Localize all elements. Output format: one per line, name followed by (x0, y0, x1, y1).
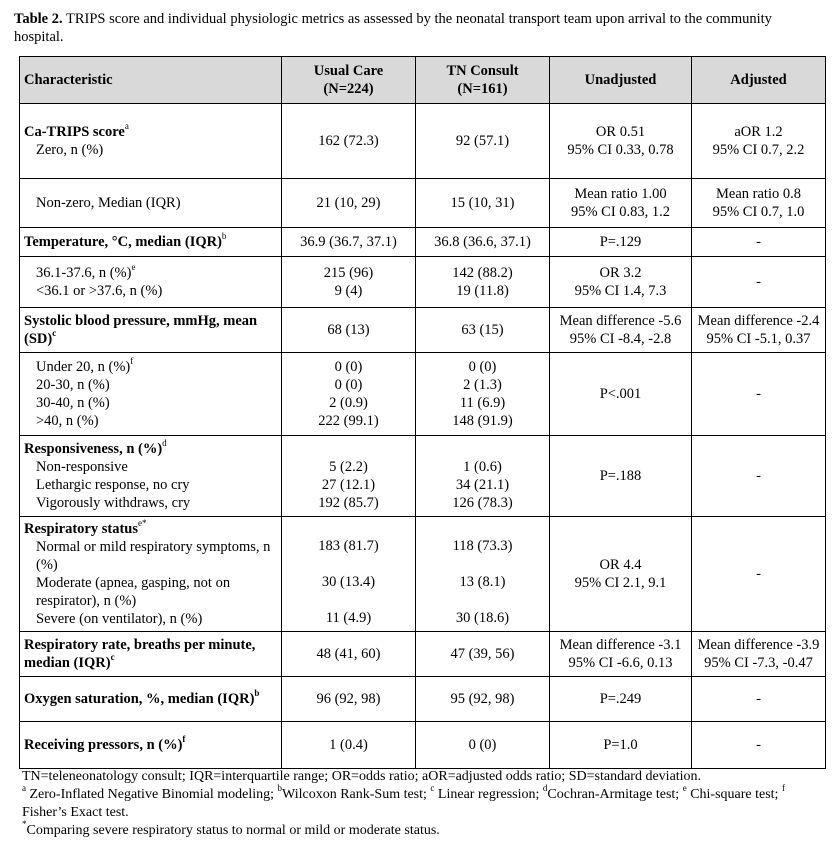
header-adjusted: Adjusted (692, 57, 826, 104)
cell-adjusted: - (692, 436, 826, 517)
cell-usual-care: 36.9 (36.7, 37.1) (282, 228, 416, 257)
table-row (20, 179, 826, 228)
header-unadjusted: Unadjusted (550, 57, 692, 104)
header-tn-consult-label: TN Consult (446, 63, 519, 79)
cell-line: 9 (4) (334, 283, 363, 299)
cell-adjusted: - (692, 353, 826, 436)
cell-tn-consult: 63 (15) (416, 308, 550, 353)
cell-usual-care: 162 (72.3) (282, 104, 416, 179)
cell-line: Mean difference -3.1 (559, 637, 682, 653)
footnote-text: Zero-Inflated Negative Binomial modeling; (26, 787, 278, 802)
cell-line: 142 (88.2) (452, 265, 513, 281)
header-usual-care-label: Usual Care (313, 63, 384, 79)
cell-line: 34 (21.1) (455, 477, 510, 493)
cell-line: 11 (4.9) (325, 610, 372, 626)
row-label (20, 353, 282, 436)
cell-line: Mean ratio 0.8 (716, 186, 801, 202)
cell-line: 95% CI 0.33, 0.78 (567, 142, 674, 158)
row-label (20, 228, 282, 257)
header-tn-consult-n: (N=161) (457, 81, 508, 97)
cell-line: OR 3.2 (599, 265, 642, 281)
footnote-text: Chi-square test; (686, 787, 782, 802)
row-title: Respiratory status (24, 521, 138, 537)
results-table (19, 56, 826, 769)
cell-usual-care: 21 (10, 29) (282, 179, 416, 228)
table-header-row (20, 57, 826, 104)
cell-line: 192 (85.7) (318, 495, 379, 511)
table-row (20, 308, 826, 353)
cell-line: 215 (96) (323, 265, 374, 281)
cell-adjusted: - (692, 257, 826, 308)
cell-unadjusted: P=.188 (550, 436, 692, 517)
cell-line: 13 (8.1) (459, 574, 506, 590)
table-row (20, 257, 826, 308)
row-title: Temperature, °C, median (IQR) (24, 234, 222, 250)
cell-adjusted: - (692, 677, 826, 722)
table-row (20, 632, 826, 677)
row-sublabel: >40, n (%) (36, 413, 99, 429)
cell-usual-care (282, 517, 416, 632)
row-label (20, 104, 282, 179)
cell-unadjusted (550, 257, 692, 308)
cell-line: Mean difference -3.9 (697, 637, 820, 653)
row-label (20, 722, 282, 769)
footnote-mark: e (131, 262, 136, 273)
cell-adjusted (692, 632, 826, 677)
cell-line: 183 (81.7) (318, 538, 379, 554)
cell-line: 30 (18.6) (455, 610, 510, 626)
cell-adjusted: - (692, 228, 826, 257)
cell-line: 95% CI -5.1, 0.37 (706, 331, 811, 347)
cell-line: 95% CI -6.6, 0.13 (568, 655, 673, 671)
sublabel-text: Under 20, n (%) (36, 359, 131, 375)
row-label (20, 179, 282, 228)
row-label (20, 632, 282, 677)
cell-tn-consult (416, 517, 550, 632)
row-title: Systolic blood pressure, mmHg, mean (SD) (24, 313, 258, 347)
row-sublabel: Severe (on ventilator), n (%) (36, 611, 203, 627)
row-sublabel: Non-responsive (36, 459, 128, 475)
row-label (20, 436, 282, 517)
table-footnotes (22, 768, 822, 840)
table-row (20, 517, 826, 632)
cell-line: aOR 1.2 (734, 124, 783, 140)
cell-tn-consult: 47 (39, 56) (416, 632, 550, 677)
cell-line: 1 (0.6) (463, 459, 502, 475)
row-title: Receiving pressors, n (%) (24, 737, 183, 753)
row-label (20, 677, 282, 722)
cell-usual-care (282, 436, 416, 517)
cell-line: 11 (6.9) (459, 395, 506, 411)
row-title: Ca-TRIPS score (24, 124, 125, 140)
cell-line: 0 (0) (334, 377, 363, 393)
cell-line: 95% CI 0.83, 1.2 (570, 204, 671, 220)
row-title: Responsiveness, n (%) (24, 441, 163, 457)
footnote-mark: c (110, 652, 115, 663)
cell-unadjusted (550, 632, 692, 677)
cell-tn-consult: 95 (92, 98) (416, 677, 550, 722)
footnote-star (22, 819, 822, 840)
row-sublabel: Vigorously withdraws, cry (36, 495, 191, 511)
cell-line: 95% CI -8.4, -2.8 (569, 331, 672, 347)
cell-usual-care: 96 (92, 98) (282, 677, 416, 722)
footnote-mark: * (22, 819, 27, 830)
cell-line: 95% CI 0.7, 2.2 (712, 142, 805, 158)
row-sublabel: Moderate (apnea, gasping, not on respirator), n (%) (36, 575, 231, 609)
cell-tn-consult: 36.8 (36.6, 37.1) (416, 228, 550, 257)
cell-unadjusted: P=1.0 (550, 722, 692, 769)
cell-line: 95% CI -7.3, -0.47 (704, 655, 813, 671)
footnote-mark: c (52, 328, 57, 339)
footnote-mark: f (182, 734, 186, 745)
cell-line: 95% CI 1.4, 7.3 (574, 283, 667, 299)
cell-usual-care: 48 (41, 60) (282, 632, 416, 677)
cell-line: 95% CI 0.7, 1.0 (712, 204, 805, 220)
cell-usual-care (282, 353, 416, 436)
footnote-mark: e* (137, 518, 147, 529)
cell-unadjusted: P=.249 (550, 677, 692, 722)
footnote-mark: e (682, 783, 687, 794)
footnote-mark: b (221, 231, 227, 242)
cell-tn-consult: 92 (57.1) (416, 104, 550, 179)
header-tn-consult (416, 57, 550, 104)
cell-unadjusted: P<.001 (550, 353, 692, 436)
row-title: Oxygen saturation, %, median (IQR) (24, 691, 255, 707)
footnote-text: Comparing severe respiratory status to normal or mild or moderate status. (26, 823, 440, 838)
cell-adjusted (692, 308, 826, 353)
footnote-mark: b (277, 783, 283, 794)
cell-line: Mean difference -5.6 (559, 313, 682, 329)
cell-line: 2 (0.9) (329, 395, 368, 411)
table-row (20, 436, 826, 517)
cell-unadjusted (550, 308, 692, 353)
footnote-mark: f (130, 356, 134, 367)
table-row (20, 104, 826, 179)
footnote-text: Cochran-Armitage test; (547, 787, 683, 802)
cell-usual-care: 68 (13) (282, 308, 416, 353)
table-row (20, 228, 826, 257)
cell-tn-consult: 0 (0) (416, 722, 550, 769)
row-sublabel (24, 264, 277, 282)
footnote-mark: c (430, 783, 435, 794)
cell-line: 0 (0) (468, 359, 497, 375)
cell-line: 222 (99.1) (318, 413, 379, 429)
cell-unadjusted (550, 179, 692, 228)
cell-tn-consult (416, 436, 550, 517)
footnote-mark: a (22, 783, 26, 794)
row-sublabel: 30-40, n (%) (36, 395, 110, 411)
table-row (20, 722, 826, 769)
cell-line: 19 (11.8) (456, 283, 509, 299)
cell-unadjusted (550, 104, 692, 179)
cell-tn-consult: 15 (10, 31) (416, 179, 550, 228)
header-usual-care-n: (N=224) (323, 81, 374, 97)
cell-line: OR 0.51 (595, 124, 646, 140)
table-caption (14, 10, 819, 46)
cell-adjusted: - (692, 517, 826, 632)
cell-line: 27 (12.1) (321, 477, 376, 493)
header-characteristic: Characteristic (20, 57, 282, 104)
footnote-mark: a (124, 121, 129, 132)
cell-line: 148 (91.9) (452, 413, 513, 429)
footnote-tests (22, 783, 822, 822)
cell-adjusted (692, 179, 826, 228)
row-sublabel: Zero, n (%) (36, 142, 104, 158)
footnote-mark: f (781, 783, 785, 794)
table-row (20, 677, 826, 722)
cell-line: 30 (13.4) (321, 574, 376, 590)
cell-line: OR 4.4 (599, 557, 642, 573)
row-label (20, 517, 282, 632)
row-sublabel: Non-zero, Median (IQR) (36, 195, 181, 211)
cell-line: 0 (0) (334, 359, 363, 375)
cell-line: 95% CI 2.1, 9.1 (574, 575, 667, 591)
row-sublabel: 20-30, n (%) (36, 377, 110, 393)
cell-adjusted: - (692, 722, 826, 769)
table-caption-text: TRIPS score and individual physiologic metrics as assessed by the neonatal transport team upon arrival to the community hospital. (14, 11, 772, 45)
footnote-text: Fisher’s Exact test. (22, 805, 129, 820)
row-label (20, 257, 282, 308)
table-label: Table 2. (14, 11, 63, 27)
cell-line: Mean difference -2.4 (697, 313, 820, 329)
cell-usual-care (282, 257, 416, 308)
footnote-mark: b (254, 688, 260, 699)
footnote-text: Linear regression; (434, 787, 543, 802)
cell-unadjusted: P=.129 (550, 228, 692, 257)
footnote-abbreviations: TN=teleneonatology consult; IQR=interquartile range; OR=odds ratio; aOR=adjusted odds ratio; SD=standard deviation. (22, 769, 702, 784)
footnote-mark: d (542, 783, 548, 794)
footnote-mark: d (162, 438, 167, 449)
row-sublabel: Normal or mild respiratory symptoms, n (%) (36, 539, 271, 573)
cell-line: Mean ratio 1.00 (574, 186, 667, 202)
cell-tn-consult (416, 257, 550, 308)
footnote-text: Wilcoxon Rank-Sum test; (282, 787, 431, 802)
row-title: Respiratory rate, breaths per minute, median (IQR) (24, 637, 256, 671)
row-sublabel: Lethargic response, no cry (36, 477, 190, 493)
header-usual-care (282, 57, 416, 104)
cell-adjusted (692, 104, 826, 179)
cell-line: 126 (78.3) (452, 495, 513, 511)
cell-line: 118 (73.3) (452, 538, 513, 554)
cell-unadjusted (550, 517, 692, 632)
row-label (20, 308, 282, 353)
sublabel-text: 36.1-37.6, n (%) (36, 265, 132, 281)
table-row (20, 353, 826, 436)
cell-tn-consult (416, 353, 550, 436)
cell-usual-care: 1 (0.4) (282, 722, 416, 769)
cell-line: 2 (1.3) (463, 377, 502, 393)
row-sublabel (24, 358, 277, 376)
cell-line: 5 (2.2) (329, 459, 368, 475)
row-sublabel: <36.1 or >37.6, n (%) (36, 283, 163, 299)
